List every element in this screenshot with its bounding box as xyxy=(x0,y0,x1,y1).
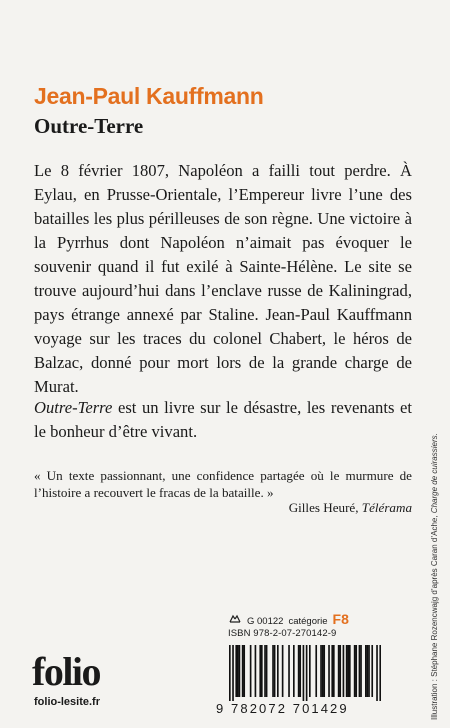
barcode-digits: 9 782072 701429 xyxy=(216,701,349,716)
price-label: catégorie xyxy=(288,616,328,627)
barcode-bar xyxy=(322,645,324,697)
blurb-summary-text: est un livre sur le désastre, les revenants et le bonheur d’être vivant. xyxy=(34,398,412,441)
barcode-bar xyxy=(367,645,369,697)
barcode-bar xyxy=(298,645,300,697)
barcode-bar xyxy=(379,645,381,701)
barcode-bar xyxy=(368,645,370,697)
barcode-bar xyxy=(243,645,245,697)
price-line xyxy=(228,611,349,627)
barcode-bar xyxy=(282,645,284,697)
barcode-bar xyxy=(346,645,348,697)
blurb-summary-title: Outre-Terre xyxy=(34,398,113,417)
book-title: Outre-Terre xyxy=(34,114,144,138)
barcode-bar xyxy=(360,645,362,697)
blurb-summary xyxy=(34,396,412,444)
publisher-logo: folio xyxy=(32,649,101,694)
isbn: ISBN 978-2-07-270142-9 xyxy=(228,628,337,639)
quote-source: Télérama xyxy=(361,500,412,515)
author-name: Jean-Paul Kauffmann xyxy=(34,83,264,109)
barcode-bar xyxy=(242,645,244,697)
barcode-bar xyxy=(359,645,361,697)
barcode-bar xyxy=(376,645,378,701)
barcode-bar xyxy=(328,645,330,697)
barcode-bar xyxy=(255,645,257,697)
blurb-paragraph: Le 8 février 1807, Napoléon a failli tout perdre. À Eylau, en Prusse-Orientale, l’Empereur livre l’une des batailles les plus périlleuses de son règne. Une victoire à la Pyrrhus dont Napoléon n’aimait pas évoquer le souvenir quand il fut exilé à Sainte-Hélène. Le site se trouve aujourd’hui dans l’enclave russe de Kaliningrad, pays étrange annexé par Staline. Jean-Paul Kauffmann voyage sur les traces du colonel Chabert, le héros de Balzac, donné pour mort lors de la grande charge de Murat. xyxy=(34,161,412,396)
barcode-bar xyxy=(277,645,279,697)
barcode-bar xyxy=(323,645,325,697)
barcode-bar xyxy=(274,645,276,697)
barcode-bar xyxy=(354,645,356,697)
barcode-bar xyxy=(371,645,373,697)
barcode-bar xyxy=(288,645,290,697)
barcode-bar xyxy=(333,645,335,697)
barcode-bar xyxy=(239,645,241,697)
barcode-bar xyxy=(349,645,351,697)
barcode-bar xyxy=(259,645,261,697)
barcode-bar xyxy=(261,645,263,697)
barcode-bar xyxy=(229,645,231,701)
barcode-bar xyxy=(266,645,268,697)
barcode-bar xyxy=(338,645,340,697)
barcode-bar xyxy=(339,645,341,697)
barcode-bar xyxy=(272,645,274,697)
barcode-bar xyxy=(250,645,252,697)
quote-attribution xyxy=(289,500,412,516)
price-code: G 00122 xyxy=(247,616,284,627)
barcode-bar xyxy=(355,645,357,697)
quote-author: Gilles Heuré, xyxy=(288,500,362,515)
barcode-bar xyxy=(309,645,311,697)
barcode-bar xyxy=(235,645,237,697)
barcode-bar xyxy=(232,645,234,701)
barcode-bar xyxy=(299,645,301,697)
recycle-icon xyxy=(228,613,242,624)
barcode-bar xyxy=(306,645,308,701)
barcode xyxy=(229,645,381,701)
illustration-credit xyxy=(430,433,439,720)
price-category: F8 xyxy=(332,611,349,627)
barcode-bar xyxy=(347,645,349,697)
barcode-bar xyxy=(237,645,239,697)
barcode-bar xyxy=(315,645,317,697)
barcode-bar xyxy=(365,645,367,697)
barcode-bar xyxy=(264,645,266,697)
publisher-site: folio-lesite.fr xyxy=(34,696,101,708)
barcode-bar xyxy=(331,645,333,697)
barcode-bar xyxy=(303,645,305,701)
barcode-bar xyxy=(320,645,322,697)
credit-work: Charge de cuirassiers. xyxy=(430,433,439,514)
barcode-bar xyxy=(293,645,295,697)
press-quote: « Un texte passionnant, une confidence partagée où le murmure de l’histoire a recouvert le fracas de la bataille. » xyxy=(34,468,412,500)
barcode-bar xyxy=(343,645,345,697)
credit-prefix: Illustration : Stéphane Rozencwajg d’après Caran d’Ache, xyxy=(430,513,439,720)
